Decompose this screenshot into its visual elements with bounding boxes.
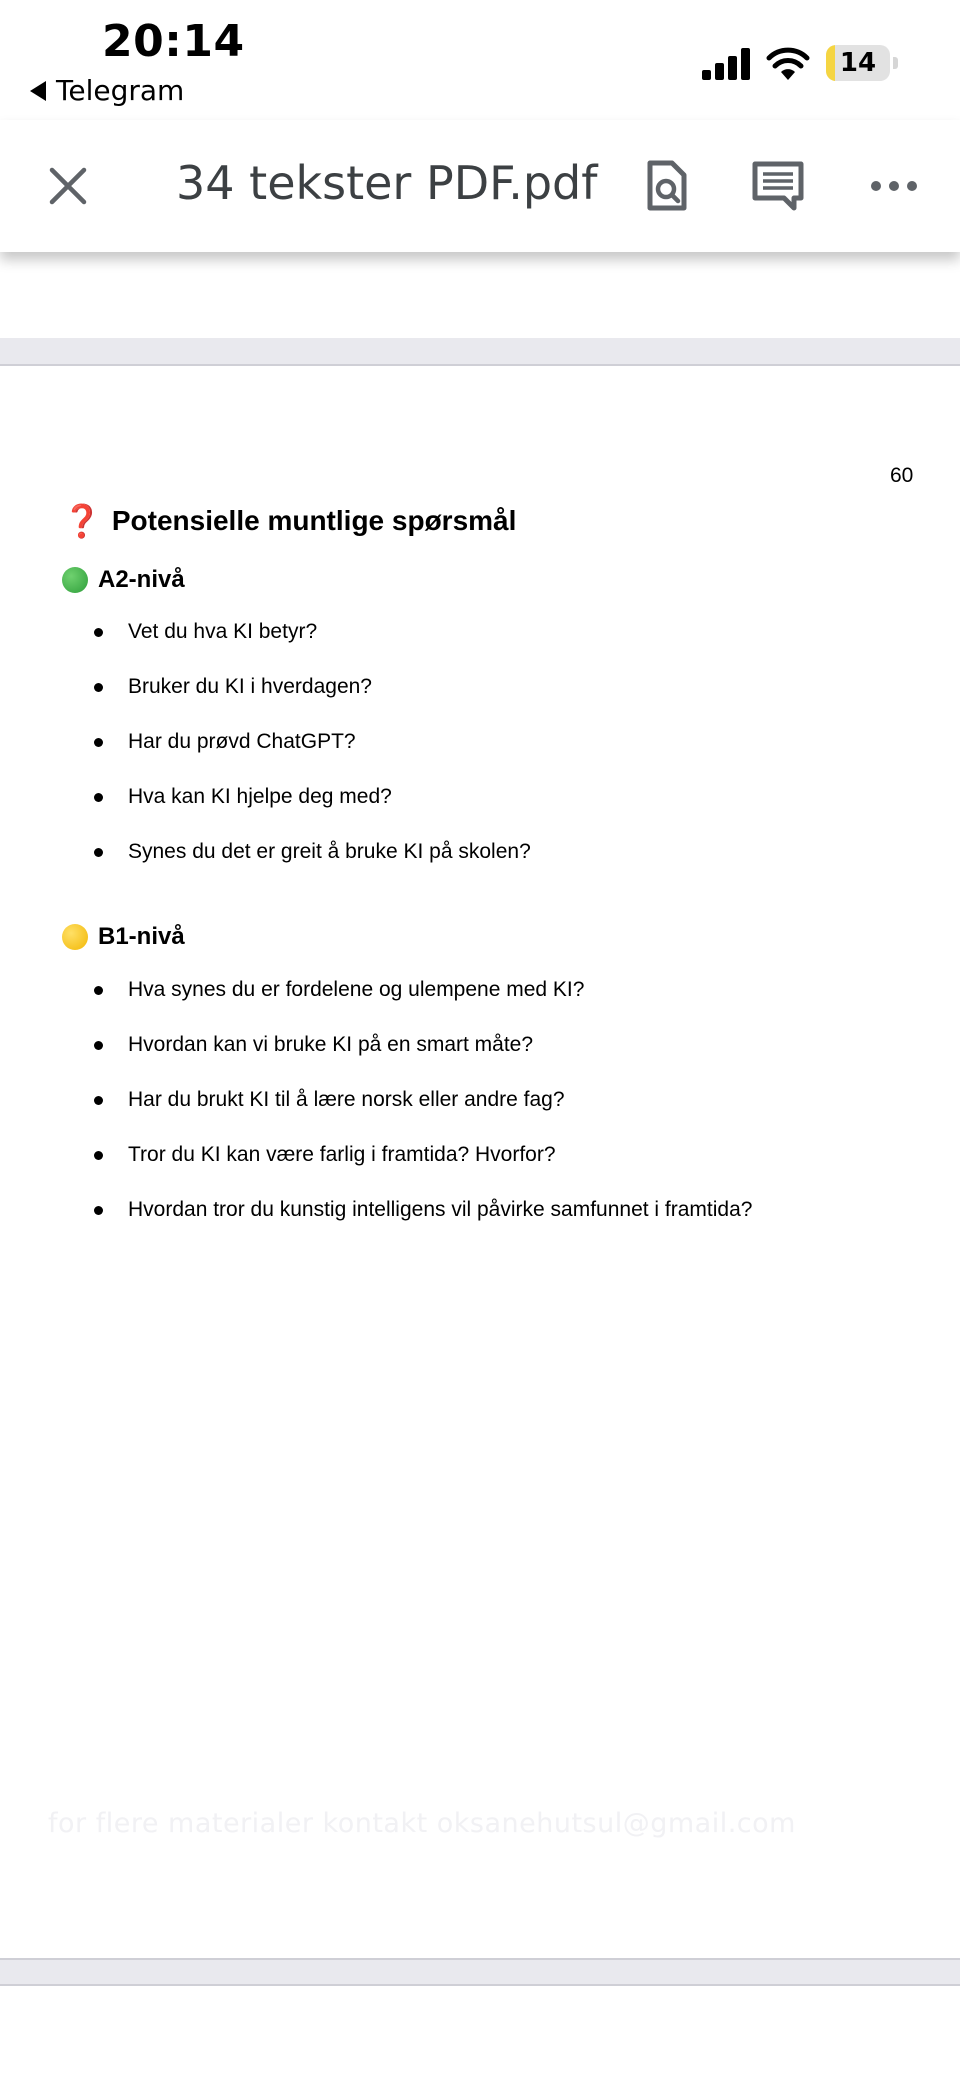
list-item: Synes du det er greit å bruke KI på skolen? bbox=[92, 836, 531, 891]
back-arrow-icon bbox=[30, 81, 46, 101]
battery-level: 14 bbox=[839, 48, 877, 78]
pdf-page bbox=[0, 368, 960, 1958]
list-item: Har du prøvd ChatGPT? bbox=[92, 726, 531, 781]
document-search-icon[interactable] bbox=[638, 158, 694, 214]
list-item: Vet du hva KI betyr? bbox=[92, 616, 531, 671]
status-bar bbox=[0, 0, 960, 120]
list-item: Hvordan kan vi bruke KI på en smart måte? bbox=[92, 1029, 752, 1084]
battery-tip bbox=[893, 57, 898, 69]
list-item: Bruker du KI i hverdagen? bbox=[92, 671, 531, 726]
question-mark-icon: ❓ bbox=[62, 502, 102, 540]
pdf-toolbar bbox=[0, 120, 960, 252]
level-label: B1-nivå bbox=[98, 923, 185, 950]
list-item: Hvordan tror du kunstig intelligens vil påvirke samfunnet i framtida? bbox=[92, 1194, 752, 1249]
level-heading-a2 bbox=[62, 566, 185, 594]
page-separator bbox=[0, 338, 960, 366]
page-separator bbox=[0, 1958, 960, 1986]
document-title: 34 tekster PDF.pdf bbox=[176, 156, 598, 210]
question-list-b1 bbox=[92, 974, 752, 1249]
more-horizontal-icon[interactable] bbox=[866, 158, 922, 214]
level-heading-b1 bbox=[62, 923, 185, 951]
close-icon[interactable] bbox=[44, 162, 92, 210]
list-item: Hva kan KI hjelpe deg med? bbox=[92, 781, 531, 836]
cellular-signal-icon bbox=[702, 48, 752, 80]
pdf-viewer[interactable] bbox=[0, 252, 960, 2078]
clock: 20:14 bbox=[102, 16, 245, 67]
list-item: Tror du KI kan være farlig i framtida? Hvorfor? bbox=[92, 1139, 752, 1194]
back-to-telegram-link[interactable] bbox=[30, 74, 184, 107]
list-item: Har du brukt KI til å lære norsk eller andre fag? bbox=[92, 1084, 752, 1139]
green-circle-icon bbox=[62, 567, 88, 593]
page-heading bbox=[62, 502, 516, 540]
wifi-icon bbox=[766, 46, 810, 82]
watermark-text: for flere materialer kontakt oksanehutsul@gmail.com bbox=[48, 1808, 796, 1839]
back-link-label: Telegram bbox=[56, 74, 185, 107]
question-list-a2 bbox=[92, 616, 531, 891]
battery-indicator bbox=[826, 45, 890, 81]
page-number: 60 bbox=[890, 464, 914, 487]
heading-text: Potensielle muntlige spørsmål bbox=[111, 505, 517, 536]
level-label: A2-nivå bbox=[98, 566, 185, 593]
comment-icon[interactable] bbox=[750, 158, 806, 214]
yellow-circle-icon bbox=[62, 924, 88, 950]
list-item: Hva synes du er fordelene og ulempene med KI? bbox=[92, 974, 752, 1029]
